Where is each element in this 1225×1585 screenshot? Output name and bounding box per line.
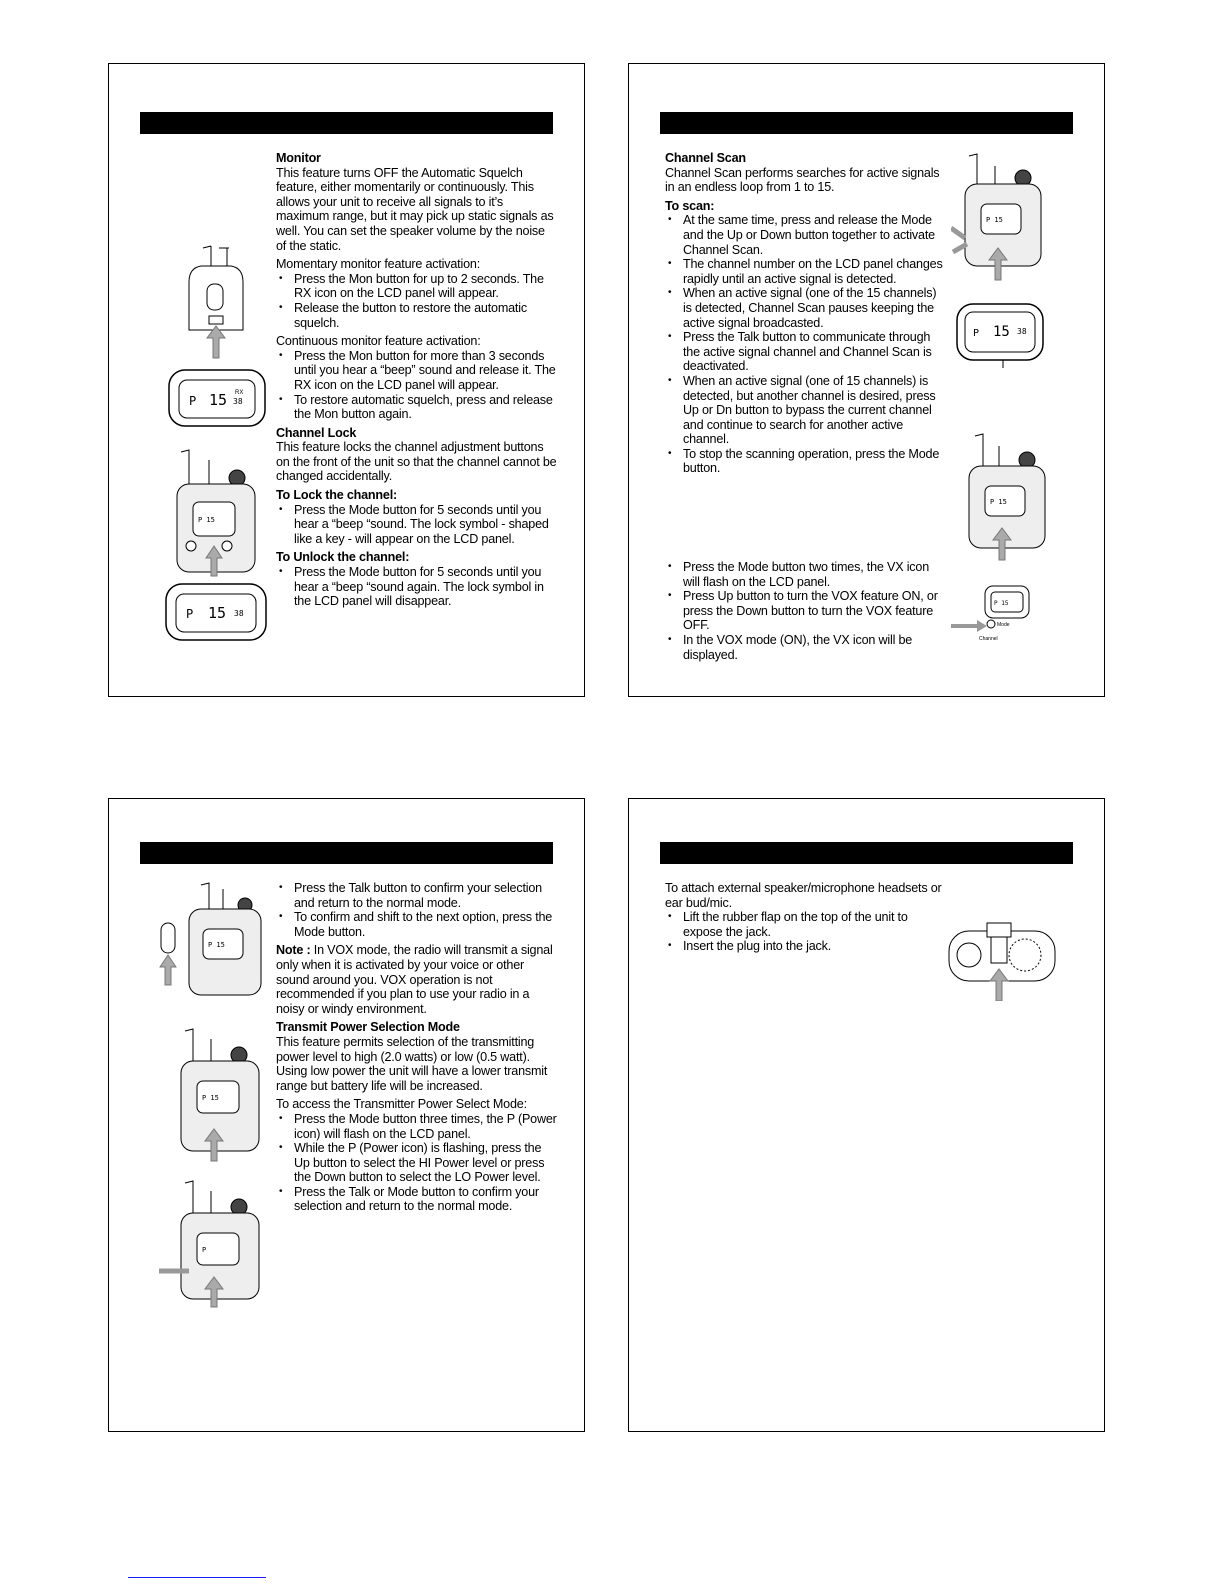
list-item: • At the same time, press and release the Mode and the Up or Down button together to activate Channel Scan.	[665, 213, 947, 257]
list-item: • Press the Mode button for 5 seconds until you hear a “beep “sound. The lock symbol - shaped like a key - will appear on the LCD panel.	[276, 503, 558, 547]
list-item: • Press the Talk button to confirm your selection and return to the normal mode.	[276, 881, 558, 910]
svg-text:P: P	[202, 1246, 207, 1254]
power-intro: To access the Transmitter Power Select Mode:	[276, 1097, 527, 1112]
page4-text	[665, 881, 947, 958]
list-item: • Press the Mode button three times, the P (Power icon) will flash on the LCD panel.	[276, 1112, 558, 1141]
footer-link-underline	[128, 1577, 266, 1578]
radio-confirm-illustration	[157, 881, 267, 1001]
confirm-list	[276, 881, 558, 939]
svg-text:P 15: P 15	[994, 600, 1009, 607]
radio-jack-illustration	[947, 917, 1059, 1001]
page2-text	[665, 151, 947, 480]
list-item: • Press the Mode button for 5 seconds until you hear a “beep “sound again. The lock symbol in the LCD panel will disappear.	[276, 565, 558, 609]
lcd-lock-illustration	[164, 580, 268, 646]
lcd-scan-illustration	[955, 300, 1045, 370]
radio-power-select-illustration	[159, 1179, 269, 1309]
unlock-subheading: To Unlock the channel:	[276, 550, 410, 565]
channel-scan-description: Channel Scan performs searches for active signals in an endless loop from 1 to 15.	[665, 165, 940, 195]
manual-page-2	[628, 63, 1105, 697]
page1-text	[276, 151, 558, 613]
mode-label: Mode	[997, 622, 1010, 628]
svg-text:P 15: P 15	[198, 516, 215, 524]
channel-lock-heading: Channel Lock	[276, 425, 357, 440]
radio-front-illustration	[169, 448, 259, 578]
monitor-heading: Monitor	[276, 151, 321, 165]
radio-vox-illustration	[951, 580, 1041, 646]
momentary-intro: Momentary monitor feature activation:	[276, 257, 480, 272]
svg-text:15: 15	[208, 604, 227, 622]
svg-text:P: P	[186, 607, 194, 621]
headset-intro: To attach external speaker/microphone headsets or ear bud/mic.	[665, 881, 942, 910]
radio-power-illustration	[175, 1027, 265, 1163]
list-item: • When an active signal (one of 15 channels) is detected, but another channel is desired, press Up or Dn button to bypass the current channel and continue to search for another active channel.	[665, 374, 947, 447]
radio-top-illustration	[181, 242, 251, 360]
list-item: • Press the Mode button two times, the VX icon will flash on the LCD panel.	[665, 560, 947, 589]
list-item: • To stop the scanning operation, press the Mode button.	[665, 447, 947, 476]
svg-text:15: 15	[993, 324, 1010, 340]
svg-text:38: 38	[234, 609, 244, 618]
svg-text:P 15: P 15	[202, 1094, 219, 1102]
section-header-bar	[660, 842, 1073, 864]
power-heading: Transmit Power Selection Mode	[276, 1020, 460, 1035]
unlock-list	[276, 565, 558, 609]
svg-text:38: 38	[1017, 327, 1027, 336]
lcd-rx-illustration	[167, 366, 267, 430]
lcd-code: 38	[233, 397, 243, 406]
radio-scan-illustration	[951, 152, 1047, 282]
list-item: • Press the Mon button for more than 3 seconds until you hear a “beep” sound and release it. The RX icon on the LCD panel will appear.	[276, 349, 558, 393]
continuous-intro: Continuous monitor feature activation:	[276, 334, 481, 349]
scan-list	[665, 213, 947, 476]
vox-note	[276, 943, 558, 1016]
lock-list	[276, 503, 558, 547]
list-item: • Press Up button to turn the VOX feature ON, or press the Down button to turn the VOX feature OFF.	[665, 589, 947, 633]
list-item: • Release the button to restore the automatic squelch.	[276, 301, 558, 330]
power-description: This feature permits selection of the transmitting power level to high (2.0 watts) or low (0.5 watt). Using low power the unit will have a lower transmit range but battery life will be increased.	[276, 1034, 548, 1093]
power-list	[276, 1112, 558, 1214]
list-item: • To restore automatic squelch, press and release the Mon button again.	[276, 393, 558, 422]
section-header-bar	[660, 112, 1073, 134]
channel-lock-description: This feature locks the channel adjustment buttons on the front of the unit so that the channel cannot be changed accidentally.	[276, 440, 557, 484]
lcd-p: P	[189, 394, 197, 408]
manual-page-4	[628, 798, 1105, 1432]
note-label: Note :	[276, 943, 311, 958]
channel-label: Channel	[979, 636, 998, 642]
list-item: • Press the Talk button to communicate through the active signal channel and Channel Scan is deactivated.	[665, 330, 947, 374]
list-item: • Press the Mon button for up to 2 seconds. The RX icon on the LCD panel will appear.	[276, 272, 558, 301]
radio-stop-scan-illustration	[959, 432, 1055, 562]
section-header-bar	[140, 842, 553, 864]
svg-text:P 15: P 15	[208, 941, 225, 949]
list-item: • When an active signal (one of the 15 channels) is detected, Channel Scan pauses keeping the active signal broadcasted.	[665, 286, 947, 330]
list-item: • Insert the plug into the jack.	[665, 939, 947, 954]
list-item: • Press the Talk or Mode button to confirm your selection and return to the normal mode.	[276, 1185, 558, 1214]
list-item: • In the VOX mode (ON), the VX icon will be displayed.	[665, 633, 947, 662]
svg-text:P: P	[973, 328, 980, 339]
page2-vox-text	[665, 560, 947, 666]
manual-page-3	[108, 798, 585, 1432]
lock-subheading: To Lock the channel:	[276, 488, 398, 503]
lcd-rx: RX	[235, 390, 244, 396]
monitor-description: This feature turns OFF the Automatic Squelch feature, either momentarily or continuously. This allows your unit to receive all signals to it’s maximum range, but it may pick up static signals as well. You can set the speaker volume by the noise of the static.	[276, 165, 554, 253]
list-item: • The channel number on the LCD panel changes rapidly until an active signal is detected.	[665, 257, 947, 286]
list-item: • While the P (Power icon) is flashing, press the Up button to select the HI Power level or press the Down button to select the LO Power level.	[276, 1141, 558, 1185]
section-header-bar	[140, 112, 553, 134]
svg-text:P 15: P 15	[986, 216, 1003, 224]
manual-page-1	[108, 63, 585, 697]
to-scan-subheading: To scan:	[665, 198, 715, 213]
channel-scan-heading: Channel Scan	[665, 151, 746, 165]
lcd-channel: 15	[209, 391, 228, 409]
note-text: In VOX mode, the radio will transmit a signal only when it is activated by your voice or other sound around you. VOX operation is not recommended if you plan to use your radio in a noisy or windy environment.	[276, 943, 553, 1016]
page3-text	[276, 881, 558, 1218]
momentary-list	[276, 272, 558, 330]
list-item: • To confirm and shift to the next option, press the Mode button.	[276, 910, 558, 939]
svg-text:P 15: P 15	[990, 498, 1007, 506]
vox-list	[665, 560, 947, 662]
continuous-list	[276, 349, 558, 422]
list-item: • Lift the rubber flap on the top of the unit to expose the jack.	[665, 910, 947, 939]
headset-list	[665, 910, 947, 954]
